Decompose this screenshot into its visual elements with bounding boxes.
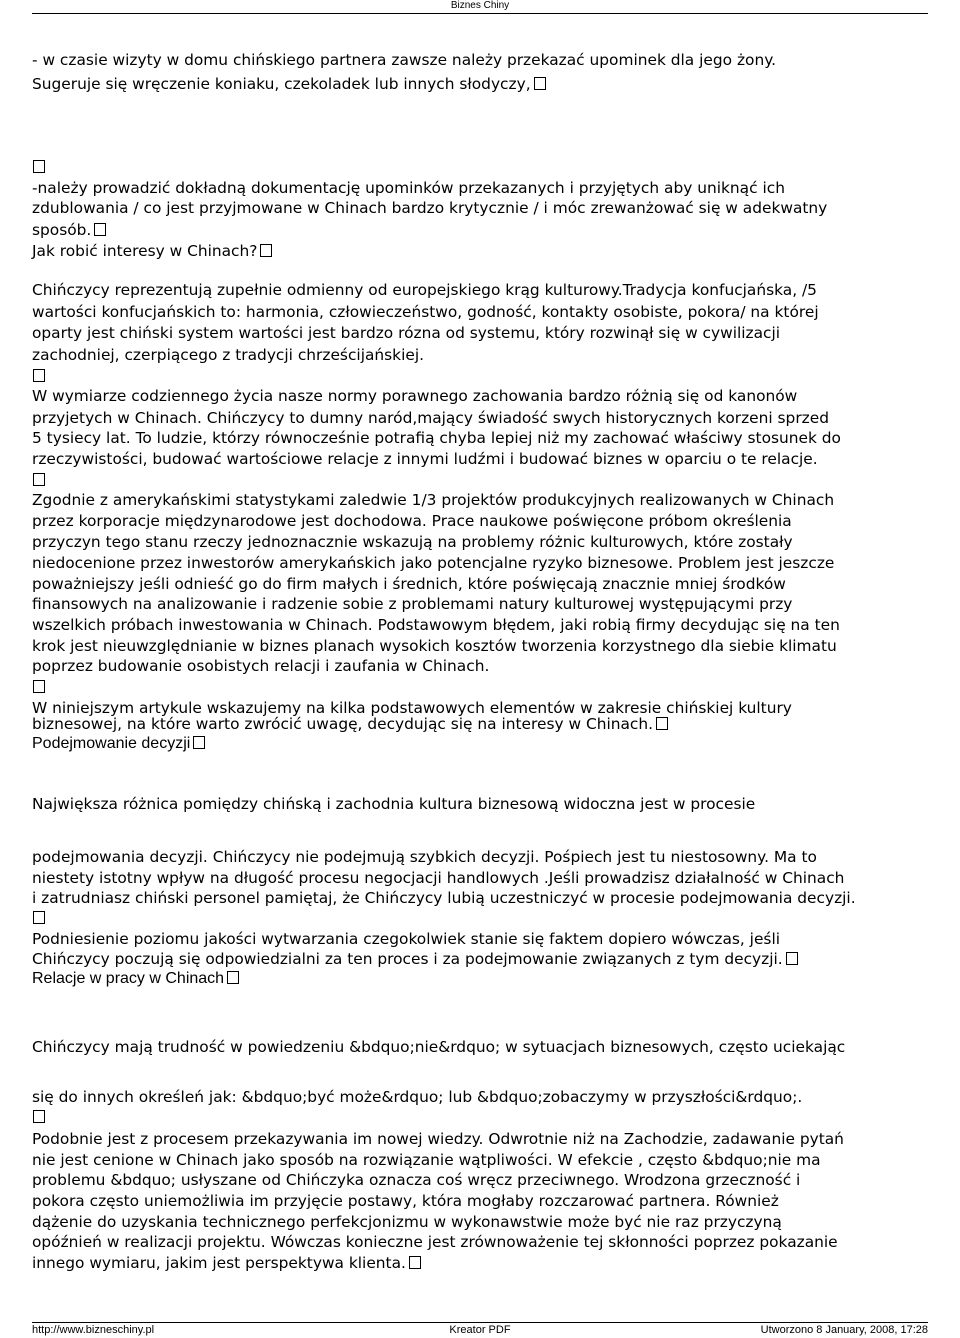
- body-line: [32, 908, 45, 928]
- footer-url-link[interactable]: http://www.bizneschiny.pl: [32, 1324, 155, 1336]
- line-text: Największa różnica pomiędzy chińską i zachodnia kultura biznesową widoczna jest w procesie: [32, 795, 756, 813]
- line-text: opóźnień w realizacji projektu. Wówczas konieczne jest zrównoważenie tej skłonności poprzez pokazanie: [32, 1233, 838, 1251]
- body-line: [32, 511, 792, 531]
- line-text: Podobnie jest z procesem przekazywania im nowej wiedzy. Odwrotnie niż na Zachodzie, zadawanie pytań: [32, 1130, 844, 1148]
- footer-created-date: Utworzono 8 January, 2008, 17:28: [760, 1324, 928, 1336]
- line-text: Podejmowanie decyzji: [32, 735, 191, 752]
- body-line: [32, 241, 272, 261]
- body-line: [32, 553, 834, 573]
- line-text: dążenie do uzyskania technicznego perfekcjonizmu w wykonawstwie może być nie raz przyczyną: [32, 1213, 782, 1231]
- body-line: [32, 1212, 782, 1232]
- line-text: wartości konfucjańskich to: harmonia, człowieczeństwo, godność, kontakty osobiste, pokora/ na której: [32, 303, 819, 321]
- body-line: [32, 220, 106, 240]
- body-line: [32, 198, 827, 218]
- line-text: krok jest nieuwzględnianie w biznes planach wysokich kosztów tworzenia korzystnego dla siebie klimatu: [32, 637, 837, 655]
- body-line: [32, 470, 45, 490]
- footer-divider: [32, 1322, 928, 1323]
- missing-glyph-box-icon: [227, 971, 239, 984]
- line-text: niestety istotny wpływ na długość procesu negocjacji handlowych .Jeśli prowadzisz działalność w Chinach: [32, 869, 845, 887]
- line-text: finansowych na analizowanie i radzenie sobie z problemami natury kulturowej występującymi przy: [32, 595, 793, 613]
- line-text: biznesowej, na które warto zwrócić uwagę, decydując się na interesy w Chinach.: [32, 715, 654, 733]
- line-text: przyczyn tego stanu rzeczy jednoznacznie wskazują na problemy różnic kulturowych, które zostały: [32, 533, 793, 551]
- body-line: [32, 1191, 779, 1211]
- body-line: [32, 574, 786, 594]
- body-line: [32, 323, 780, 343]
- line-text: poważniejszy jeśli odnieść go do firm małych i średnich, które poświęcają znacznie mniej środków: [32, 575, 786, 593]
- line-text: Podniesienie poziomu jakości wytwarzania czegokolwiek stanie się faktem dopiero wówczas, jeśli: [32, 930, 780, 948]
- line-text: i zatrudniasz chiński personel pamiętaj, że Chińczycy lubią uczestniczyć w procesie podejmowania decyzji.: [32, 889, 856, 907]
- missing-glyph-box-icon: [193, 736, 205, 749]
- body-line: [32, 157, 45, 177]
- line-text: W niniejszym artykule wskazujemy na kilka podstawowych elementów w zakresie chińskiej kultury: [32, 699, 792, 717]
- body-line: [32, 490, 834, 510]
- line-text: W wymiarze codziennego życia nasze normy porawnego zachowania bardzo różnią się od kanonów: [32, 387, 798, 405]
- line-text: zdublowania / co jest przyjmowane w Chinach bardzo krytycznie / i móc zrewanżować się w adekwatny: [32, 199, 828, 217]
- body-line: [32, 408, 829, 428]
- body-line: [32, 677, 45, 697]
- body-line: [32, 929, 780, 949]
- line-text: podejmowania decyzji. Chińczycy nie podejmują szybkich decyzji. Pośpiech jest tu niestosowny. Ma to: [32, 848, 817, 866]
- body-line: [32, 366, 45, 386]
- line-text: problemu &bdquo; usłyszane od Chińczyka oznacza coś wręcz przeciwnego. Wrodzona grzeczność i: [32, 1171, 801, 1189]
- missing-glyph-box-icon: [786, 952, 798, 965]
- body-line: [32, 949, 798, 969]
- line-text: - w czasie wizyty w domu chińskiego partnera zawsze należy przekazać upominek dla jego żony.: [32, 51, 777, 69]
- footer-creator: Kreator PDF: [449, 1324, 511, 1336]
- line-text: oparty jest chiński system wartości jest bardzo rózna od systemu, który rozwinął się w cywilizacji: [32, 324, 781, 342]
- body-line: [32, 428, 841, 448]
- line-text: Chińczycy poczują się odpowiedzialni za ten proces i za podejmowanie związanych z tym decyzji.: [32, 950, 783, 968]
- body-line: [32, 847, 817, 867]
- line-text: Chińczycy mają trudność w powiedzeniu &bdquo;nie&rdquo; w sytuacjach biznesowych, często uciekając: [32, 1038, 846, 1056]
- body-line: [32, 1253, 421, 1273]
- body-line: [32, 1170, 800, 1190]
- body-line: [32, 656, 489, 676]
- line-text: Zgodnie z amerykańskimi statystykami zaledwie 1/3 projektów produkcyjnych realizowanych w Chinach: [32, 491, 835, 509]
- body-line: [32, 1087, 802, 1107]
- line-text: przyjetych w Chinach. Chińczycy to dumny naród,mający świadość swych historycznych korzeni sprzed: [32, 409, 829, 427]
- missing-glyph-box-icon: [656, 717, 668, 730]
- missing-glyph-box-icon: [409, 1256, 421, 1269]
- missing-glyph-box-icon: [33, 680, 45, 693]
- body-line: [32, 594, 792, 614]
- line-text: Relacje w pracy w Chinach: [32, 970, 225, 987]
- page-header-title: Biznes Chiny: [450, 0, 510, 11]
- line-text: -należy prowadzić dokładną dokumentację upominków przekazanych i przyjętych aby uniknąć ich: [32, 179, 785, 197]
- body-line: [32, 386, 797, 406]
- body-line: [32, 449, 818, 469]
- line-text: przez korporacje międzynarodowe jest dochodowa. Prace naukowe poświęcone próbom określenia: [32, 512, 792, 530]
- body-line: [32, 636, 837, 656]
- missing-glyph-box-icon: [94, 223, 106, 236]
- missing-glyph-box-icon: [260, 244, 272, 257]
- line-text: Jak robić interesy w Chinach?: [32, 242, 258, 260]
- body-line: [32, 615, 840, 635]
- body-line: [32, 794, 755, 814]
- missing-glyph-box-icon: [33, 1110, 45, 1123]
- missing-glyph-box-icon: [534, 77, 546, 90]
- body-line: [32, 714, 668, 734]
- line-text: poprzez budowanie osobistych relacji i zaufania w Chinach.: [32, 657, 490, 675]
- body-line: [32, 1232, 838, 1252]
- section-heading: [32, 969, 239, 989]
- body-line: [32, 888, 856, 908]
- line-text: Chińczycy reprezentują zupełnie odmienny od europejskiego krąg kulturowy.Tradycja konfucjańska, /5: [32, 281, 817, 299]
- body-line: [32, 280, 817, 300]
- line-text: innego wymiaru, jakim jest perspektywa klienta.: [32, 1254, 406, 1272]
- missing-glyph-box-icon: [33, 160, 45, 173]
- body-line: [32, 50, 776, 70]
- body-line: [32, 345, 424, 365]
- body-line: [32, 1150, 821, 1170]
- line-text: się do innych określeń jak: &bdquo;być może&rdquo; lub &bdquo;zobaczymy w przyszłości&rdquo;.: [32, 1088, 803, 1106]
- line-text: pokora często uniemożliwia im przyjęcie postawy, która mogłaby rozczarować partnera. Również: [32, 1192, 779, 1210]
- line-text: rzeczywistości, budować wartościowe relacje z innymi ludźmi i budować biznes w oparciu o te relacje.: [32, 450, 818, 468]
- line-text: nie jest cenione w Chinach jako sposób na rozwiązanie wątpliwości. W efekcie , często &bdquo;nie ma: [32, 1151, 821, 1169]
- line-text: wszelkich próbach inwestowania w Chinach. Podstawowym błędem, jaki robią firmy decydując się na ten: [32, 616, 840, 634]
- line-text: Sugeruje się wręczenie koniaku, czekoladek lub innych słodyczy,: [32, 75, 531, 93]
- body-line: [32, 1037, 845, 1057]
- missing-glyph-box-icon: [33, 911, 45, 924]
- line-text: niedocenione przez inwestorów amerykańskich jako potencjalne ryzyko biznesowe. Problem jest jeszcze: [32, 554, 835, 572]
- line-text: 5 tysiecy lat. To ludzie, którzy równocześnie potrafią chyba lepiej niż my zachować właściwy stosunek do: [32, 429, 841, 447]
- body-line: [32, 868, 844, 888]
- body-line: [32, 74, 546, 94]
- header-divider: [32, 13, 928, 14]
- body-line: [32, 532, 793, 552]
- body-line: [32, 302, 819, 322]
- body-line: [32, 178, 785, 198]
- missing-glyph-box-icon: [33, 369, 45, 382]
- body-line: [32, 1129, 844, 1149]
- line-text: sposób.: [32, 221, 92, 239]
- line-text: zachodniej, czerpiącego z tradycji chrześcijańskiej.: [32, 346, 424, 364]
- section-heading: [32, 734, 205, 754]
- body-line: [32, 1107, 45, 1127]
- missing-glyph-box-icon: [33, 473, 45, 486]
